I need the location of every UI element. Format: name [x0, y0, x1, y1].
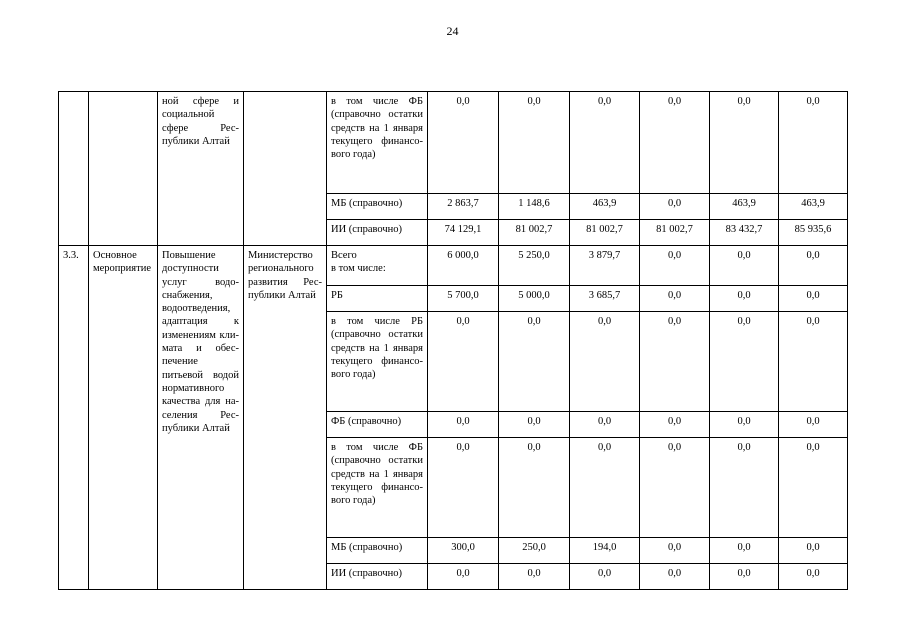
value-cell: 0,0 [779, 564, 848, 590]
value-cell: 1 148,6 [499, 194, 570, 220]
page-number: 24 [446, 24, 459, 38]
measure-name-cell: ной сфере и социальной сфере Республики Алтай [158, 92, 244, 246]
value-cell: 463,9 [710, 194, 779, 220]
funding-source-cell: Всего в том числе: [327, 246, 428, 286]
value-cell: 0,0 [499, 312, 570, 412]
value-cell: 0,0 [640, 312, 710, 412]
value-cell: 0,0 [640, 92, 710, 194]
value-cell: 0,0 [640, 538, 710, 564]
funding-source-cell: РБ [327, 286, 428, 312]
value-cell: 0,0 [640, 564, 710, 590]
value-cell: 81 002,7 [499, 220, 570, 246]
value-cell: 83 432,7 [710, 220, 779, 246]
value-cell: 0,0 [779, 412, 848, 438]
funding-source-cell: в том числе РБ (справочно остатки средств на 1 января текущего финансового года) [327, 312, 428, 412]
value-cell: 0,0 [710, 312, 779, 412]
funding-source-cell: МБ (справочно) [327, 538, 428, 564]
value-cell: 0,0 [570, 92, 640, 194]
value-cell: 5 250,0 [499, 246, 570, 286]
value-cell: 5 000,0 [499, 286, 570, 312]
value-cell: 0,0 [779, 438, 848, 538]
value-cell: 463,9 [779, 194, 848, 220]
measure-name-cell: Повышение доступности услуг водоснабжения, водоотведения, адаптация к изменениям климата и обеспечение питьевой водой нормативного качества для населения Республики Алтай [158, 246, 244, 590]
value-cell: 0,0 [710, 538, 779, 564]
value-cell: 0,0 [710, 564, 779, 590]
budget-table [58, 91, 848, 590]
value-cell: 5 700,0 [428, 286, 499, 312]
value-cell: 0,0 [640, 194, 710, 220]
funding-source-cell: в том числе ФБ (справочно остатки средств на 1 января текущего финансового года) [327, 92, 428, 194]
value-cell: 3 685,7 [570, 286, 640, 312]
value-cell: 0,0 [499, 412, 570, 438]
value-cell: 0,0 [779, 312, 848, 412]
value-cell: 0,0 [779, 538, 848, 564]
value-cell: 85 935,6 [779, 220, 848, 246]
value-cell: 0,0 [570, 312, 640, 412]
value-cell: 0,0 [710, 286, 779, 312]
measure-type-cell [89, 92, 158, 246]
value-cell: 300,0 [428, 538, 499, 564]
value-cell: 81 002,7 [640, 220, 710, 246]
value-cell: 0,0 [640, 412, 710, 438]
value-cell: 0,0 [428, 438, 499, 538]
funding-source-cell: ИИ (справочно) [327, 564, 428, 590]
value-cell: 0,0 [428, 312, 499, 412]
value-cell: 250,0 [499, 538, 570, 564]
value-cell: 0,0 [428, 412, 499, 438]
value-cell: 0,0 [570, 564, 640, 590]
table-row [59, 246, 848, 286]
value-cell: 0,0 [779, 246, 848, 286]
value-cell: 0,0 [779, 286, 848, 312]
value-cell: 3 879,7 [570, 246, 640, 286]
value-cell: 2 863,7 [428, 194, 499, 220]
value-cell: 0,0 [499, 92, 570, 194]
value-cell: 81 002,7 [570, 220, 640, 246]
measure-type-cell: Основное мероприятие [89, 246, 158, 590]
value-cell: 0,0 [779, 92, 848, 194]
value-cell: 0,0 [499, 438, 570, 538]
value-cell: 0,0 [640, 246, 710, 286]
value-cell: 6 000,0 [428, 246, 499, 286]
value-cell: 0,0 [710, 246, 779, 286]
funding-source-cell: МБ (справочно) [327, 194, 428, 220]
measure-number-cell [59, 92, 89, 246]
value-cell: 74 129,1 [428, 220, 499, 246]
value-cell: 0,0 [710, 412, 779, 438]
value-cell: 0,0 [570, 438, 640, 538]
value-cell: 0,0 [710, 92, 779, 194]
value-cell: 0,0 [710, 438, 779, 538]
value-cell: 0,0 [640, 286, 710, 312]
value-cell: 0,0 [640, 438, 710, 538]
value-cell: 463,9 [570, 194, 640, 220]
value-cell: 0,0 [570, 412, 640, 438]
funding-source-cell: в том числе ФБ (справочно остатки средств на 1 января текущего финансового года) [327, 438, 428, 538]
funding-source-cell: ИИ (справочно) [327, 220, 428, 246]
table-row [59, 92, 848, 194]
value-cell: 194,0 [570, 538, 640, 564]
executor-cell [244, 92, 327, 246]
value-cell: 0,0 [428, 564, 499, 590]
measure-number-cell: 3.3. [59, 246, 89, 590]
value-cell: 0,0 [428, 92, 499, 194]
funding-source-cell: ФБ (справочно) [327, 412, 428, 438]
value-cell: 0,0 [499, 564, 570, 590]
executor-cell: Министерство регионального развития Республики Алтай [244, 246, 327, 590]
